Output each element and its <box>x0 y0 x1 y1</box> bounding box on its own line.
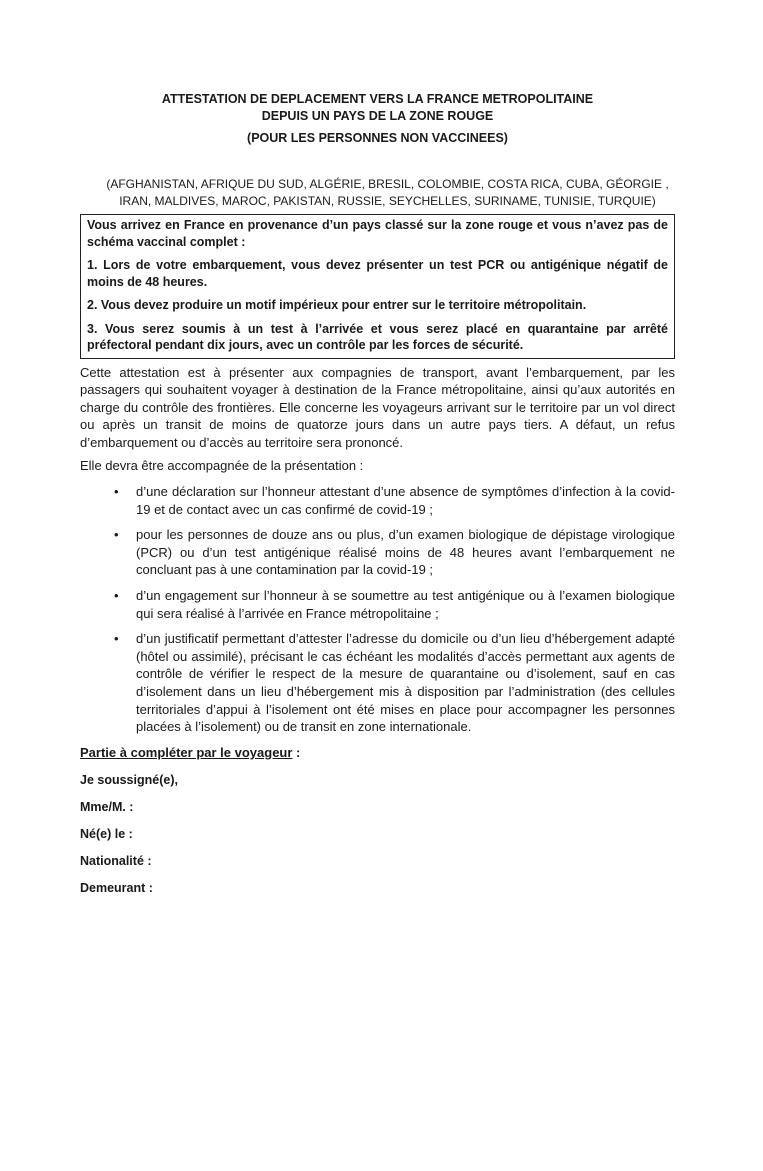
traveller-section-label: Partie à compléter par le voyageur <box>80 744 293 760</box>
traveller-section-title <box>80 744 675 762</box>
field-name[interactable]: Mme/M. : <box>80 799 134 814</box>
list-item <box>80 483 675 518</box>
bullet-icon: • <box>114 588 119 604</box>
requirements-list <box>80 483 675 736</box>
traveller-section-colon: : <box>292 744 301 760</box>
bullet-icon: • <box>114 484 119 500</box>
requirement-text: pour les personnes de douze ans ou plus, d’un examen biologique de dépistage virologique (PCR) ou d’un test antigénique réalisé moins de 48 heures avant l’embarquement ne concluant pas à une contamination par la covid-19 ; <box>136 527 675 578</box>
document-title-line1: ATTESTATION DE DEPLACEMENT VERS LA FRANCE METROPOLITAINE <box>161 92 594 106</box>
field-address[interactable]: Demeurant : <box>80 880 153 895</box>
requirement-text: d’une déclaration sur l’honneur attestant d’une absence de symptômes d’infection à la covid-19 et de contact avec un cas confirmé de covid-19 ; <box>136 484 675 517</box>
field-nationality[interactable]: Nationalité : <box>80 853 152 868</box>
country-list-line1: (AFGHANISTAN, AFRIQUE DU SUD, ALGÉRIE, BRESIL, COLOMBIE, COSTA RICA, CUBA, GÉORGIE , <box>106 177 669 191</box>
list-item <box>80 630 675 736</box>
country-list <box>90 176 685 210</box>
list-item <box>80 587 675 622</box>
field-undersigned: Je soussigné(e), <box>80 772 178 787</box>
attestation-page <box>0 91 763 1171</box>
document-title-line2: DEPUIS UN PAYS DE LA ZONE ROUGE <box>261 109 494 123</box>
requirement-text: d’un engagement sur l’honneur à se soumettre au test antigénique ou à l’examen biologique qui sera réalisé à l’arrivée en France métropolitaine ; <box>136 588 675 621</box>
warning-intro: Vous arrivez en France en provenance d’un pays classé sur la zone rouge et vous n’avez pas de schéma vaccinal complet : <box>87 218 668 249</box>
bullet-icon: • <box>114 631 119 647</box>
requirements-warning-box <box>80 214 675 359</box>
country-list-line2: IRAN, MALDIVES, MAROC, PAKISTAN, RUSSIE, SEYCHELLES, SURINAME, TUNISIE, TURQUIE) <box>119 194 656 208</box>
accompany-heading: Elle devra être accompagnée de la présentation : <box>80 458 364 474</box>
bullet-icon: • <box>114 527 119 543</box>
warning-point-1: 1. Lors de votre embarquement, vous devez présenter un test PCR ou antigénique négatif de moins de 48 heures. <box>87 258 668 289</box>
warning-point-3: 3. Vous serez soumis à un test à l’arrivée et vous serez placé en quarantaine par arrêté préfectoral pendant dix jours, avec un contrôle par les forces de sécurité. <box>87 321 668 352</box>
requirement-text: d’un justificatif permettant d’attester l’adresse du domicile ou d’un lieu d’hébergement adapté (hôtel ou assimilé), précisant le cas échéant les modalités d’accès permettant aux agents de contrôle de vérifier le respect de la mesure de quarantaine ou d’isolement, sauf en cas d’isolement dans un lieu d’hébergement mis à disposition par l’administration (des cellules territoriales d’appui à l’isolement ont été mises en place pour accompagner les personnes placées à l’isolement) ou de transit en zone internationale. <box>136 631 675 735</box>
document-subtitle: (POUR LES PERSONNES NON VACCINEES) <box>247 131 508 145</box>
field-birth-date[interactable]: Né(e) le : <box>80 826 133 841</box>
warning-point-2: 2. Vous devez produire un motif impérieux pour entrer sur le territoire métropolitain. <box>87 298 587 312</box>
list-item <box>80 526 675 579</box>
intro-paragraph: Cette attestation est à présenter aux compagnies de transport, avant l’embarquement, par les passagers qui souhaitent voyager à destination de la France métropolitaine, ainsi qu’aux autorités en charge du contrôle des frontières. Elle concerne les voyageurs arrivant sur le territoire par un vol direct ou après un transit de moins de quatorze jours dans un autre pays tiers. A défaut, un refus d’embarquement ou d’accès au territoire sera prononcé. <box>80 364 675 450</box>
